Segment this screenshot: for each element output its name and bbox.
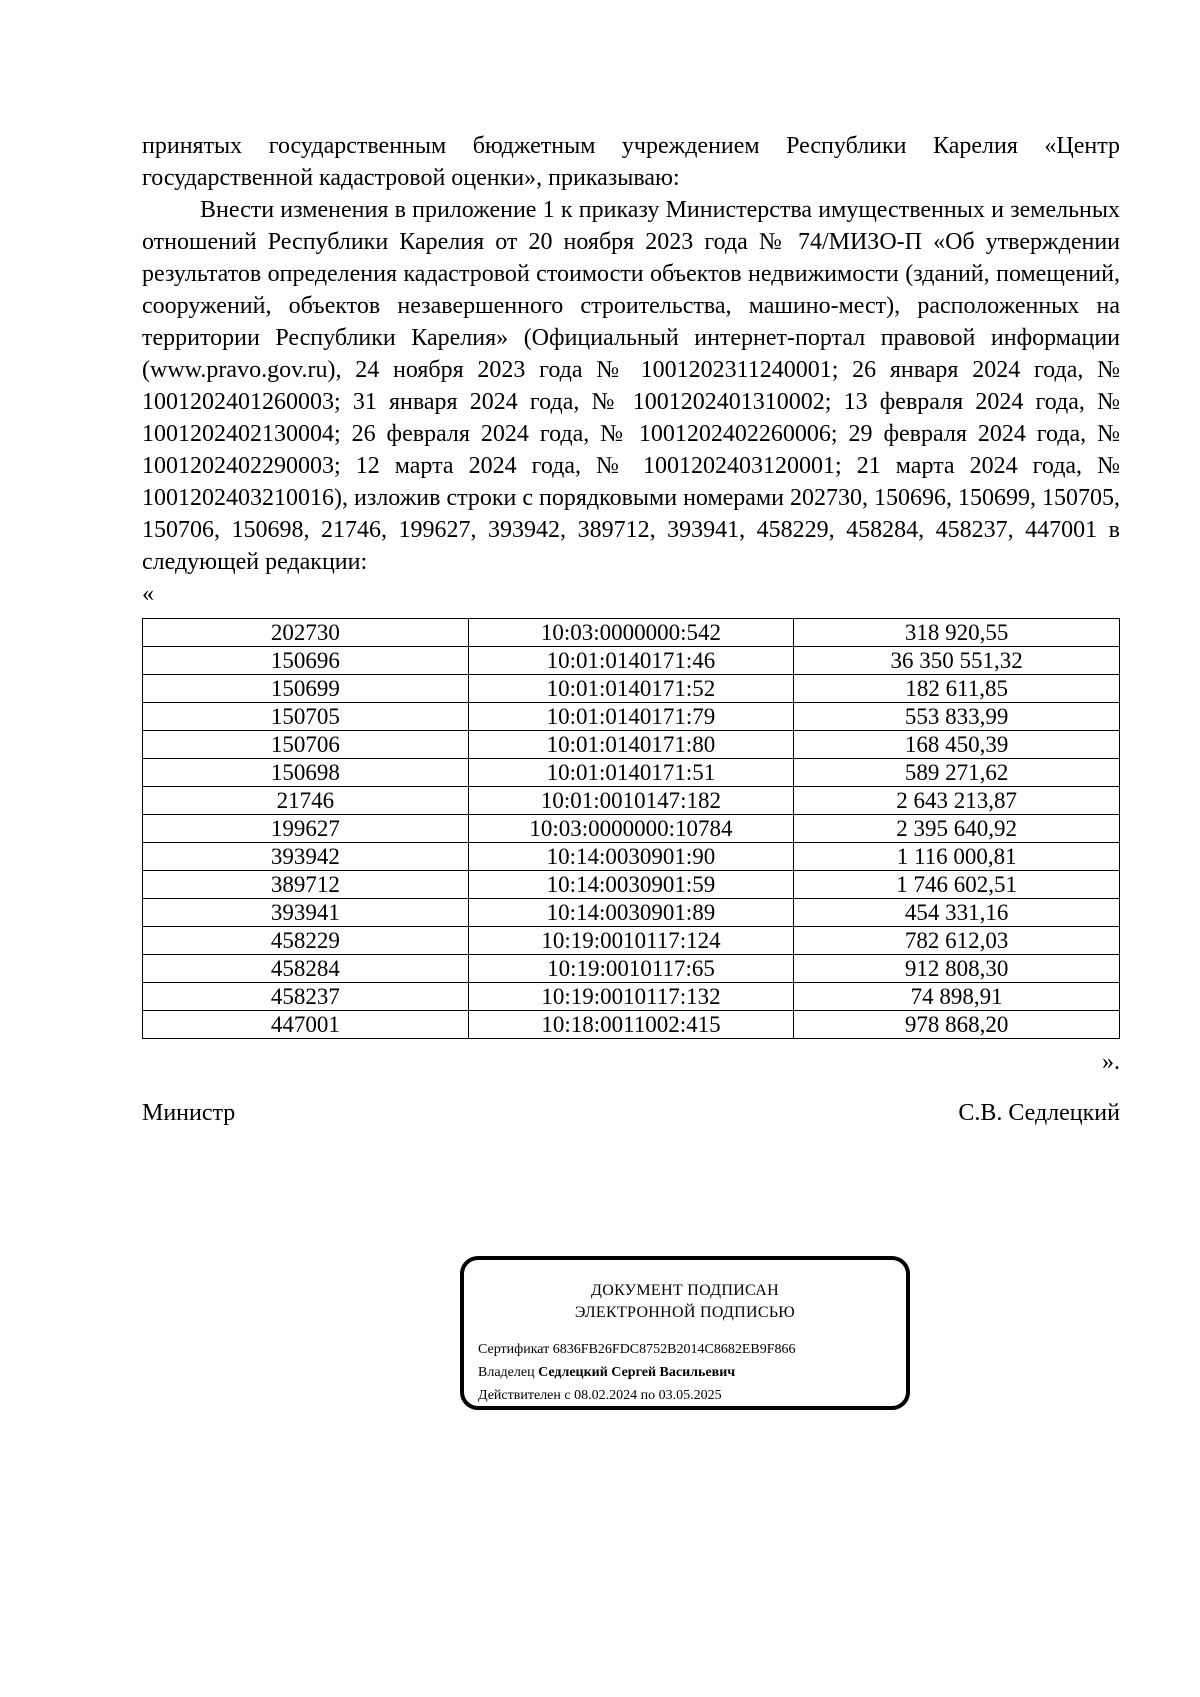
table-row xyxy=(143,843,1120,871)
table-row xyxy=(143,731,1120,759)
table-row xyxy=(143,815,1120,843)
signer-title: Министр xyxy=(142,1100,236,1126)
cadastral-number-cell: 10:03:0000000:10784 xyxy=(468,815,794,843)
row-number-cell: 150696 xyxy=(143,647,469,675)
cadastral-value-cell: 318 920,55 xyxy=(794,619,1120,647)
cadastral-value-cell: 454 331,16 xyxy=(794,899,1120,927)
stamp-validity-from: 08.02.2024 xyxy=(574,1388,638,1403)
row-number-cell: 150698 xyxy=(143,759,469,787)
stamp-certificate xyxy=(478,1338,906,1361)
cadastral-table-body xyxy=(143,619,1120,1039)
row-number-cell: 150705 xyxy=(143,703,469,731)
table-row xyxy=(143,927,1120,955)
cadastral-value-cell: 182 611,85 xyxy=(794,675,1120,703)
cadastral-number-cell: 10:01:0140171:51 xyxy=(468,759,794,787)
stamp-owner xyxy=(478,1361,906,1384)
cadastral-number-cell: 10:01:0140171:80 xyxy=(468,731,794,759)
cadastral-table xyxy=(142,618,1120,1039)
stamp-validity-to-prefix: по xyxy=(640,1388,656,1403)
cadastral-value-cell: 589 271,62 xyxy=(794,759,1120,787)
cadastral-value-cell: 2 395 640,92 xyxy=(794,815,1120,843)
row-number-cell: 199627 xyxy=(143,815,469,843)
stamp-owner-value: Седлецкий Сергей Васильевич xyxy=(538,1365,736,1380)
cadastral-value-cell: 168 450,39 xyxy=(794,731,1120,759)
row-number-cell: 150699 xyxy=(143,675,469,703)
table-row xyxy=(143,955,1120,983)
table-row xyxy=(143,647,1120,675)
cadastral-number-cell: 10:01:0140171:46 xyxy=(468,647,794,675)
cadastral-number-cell: 10:19:0010117:124 xyxy=(468,927,794,955)
cadastral-number-cell: 10:19:0010117:65 xyxy=(468,955,794,983)
table-row xyxy=(143,871,1120,899)
stamp-heading-line1: ДОКУМЕНТ ПОДПИСАН xyxy=(591,1282,779,1299)
row-number-cell: 447001 xyxy=(143,1011,469,1039)
signature-row xyxy=(142,1097,1120,1129)
table-row xyxy=(143,787,1120,815)
cadastral-value-cell: 978 868,20 xyxy=(794,1011,1120,1039)
stamp-validity-from-prefix: с xyxy=(564,1388,571,1403)
stamp-validity-label: Действителен xyxy=(478,1388,561,1403)
table-row xyxy=(143,759,1120,787)
row-number-cell: 202730 xyxy=(143,619,469,647)
row-number-cell: 393942 xyxy=(143,843,469,871)
cadastral-number-cell: 10:14:0030901:90 xyxy=(468,843,794,871)
table-row xyxy=(143,983,1120,1011)
table-row xyxy=(143,703,1120,731)
cadastral-value-cell: 553 833,99 xyxy=(794,703,1120,731)
row-number-cell: 458229 xyxy=(143,927,469,955)
table-row xyxy=(143,619,1120,647)
cadastral-value-cell: 912 808,30 xyxy=(794,955,1120,983)
stamp-heading xyxy=(464,1280,906,1324)
cadastral-number-cell: 10:01:0010147:182 xyxy=(468,787,794,815)
cadastral-number-cell: 10:01:0140171:52 xyxy=(468,675,794,703)
cadastral-value-cell: 1 746 602,51 xyxy=(794,871,1120,899)
opening-quote: « xyxy=(142,581,154,607)
row-number-cell: 21746 xyxy=(143,787,469,815)
signer-name: С.В. Седлецкий xyxy=(958,1100,1120,1126)
cadastral-number-cell: 10:19:0010117:132 xyxy=(468,983,794,1011)
stamp-certificate-label: Сертификат xyxy=(478,1342,550,1357)
row-number-cell: 458237 xyxy=(143,983,469,1011)
cadastral-value-cell: 74 898,91 xyxy=(794,983,1120,1011)
table-row xyxy=(143,675,1120,703)
cadastral-value-cell: 782 612,03 xyxy=(794,927,1120,955)
stamp-heading-line2: ЭЛЕКТРОННОЙ ПОДПИСЬЮ xyxy=(574,1304,796,1321)
document-body xyxy=(142,130,1120,1129)
stamp-validity xyxy=(478,1384,906,1407)
row-number-cell: 150706 xyxy=(143,731,469,759)
cadastral-value-cell: 2 643 213,87 xyxy=(794,787,1120,815)
cadastral-number-cell: 10:14:0030901:89 xyxy=(468,899,794,927)
stamp-certificate-value: 6836FB26FDC8752B2014C8682EB9F866 xyxy=(552,1342,796,1357)
cadastral-number-cell: 10:03:0000000:542 xyxy=(468,619,794,647)
cadastral-number-cell: 10:14:0030901:59 xyxy=(468,871,794,899)
stamp-validity-to: 03.05.2025 xyxy=(658,1388,722,1403)
table-row xyxy=(143,899,1120,927)
row-number-cell: 393941 xyxy=(143,899,469,927)
cadastral-number-cell: 10:01:0140171:79 xyxy=(468,703,794,731)
row-number-cell: 389712 xyxy=(143,871,469,899)
electronic-signature-stamp xyxy=(460,1256,910,1410)
cadastral-value-cell: 1 116 000,81 xyxy=(794,843,1120,871)
table-row xyxy=(143,1011,1120,1039)
cadastral-number-cell: 10:18:0011002:415 xyxy=(468,1011,794,1039)
closing-quote: ». xyxy=(1102,1049,1120,1075)
paragraph-intro: принятых государственным бюджетным учреждением Республики Карелия «Центр государственной кадастровой оценки», приказываю: xyxy=(142,133,1120,191)
cadastral-value-cell: 36 350 551,32 xyxy=(794,647,1120,675)
row-number-cell: 458284 xyxy=(143,955,469,983)
stamp-details xyxy=(478,1338,906,1407)
paragraph-amendment: Внести изменения в приложение 1 к приказу Министерства имущественных и земельных отношений Республики Карелия от 20 ноября 2023 года № 74/МИЗО-П «Об утверждении результатов определения кадастровой стоимости объектов недвижимости (зданий, помещений, сооружений, объектов незавершенного строительства, машино-мест), расположенных на территории Республики Карелия» (Официальный интернет-портал правовой информации (www.pravo.gov.ru), 24 ноября 2023 года № 1001202311240001; 26 января 2024 года, № 1001202401260003; 31 января 2024 года, № 1001202401310002; 13 февраля 2024 года, № 1001202402130004; 26 февраля 2024 года, № 1001202402260006; 29 февраля 2024 года, № 1001202402290003; 12 марта 2024 года, № 1001202403120001; 21 марта 2024 года, № 1001202403210016), изложив строки с порядковыми номерами 202730, 150696, 150699, 150705, 150706, 150698, 21746, 199627, 393942, 389712, 393941, 458229, 458284, 458237, 447001 в следующей редакции: xyxy=(142,197,1120,575)
stamp-owner-label: Владелец xyxy=(478,1365,535,1380)
